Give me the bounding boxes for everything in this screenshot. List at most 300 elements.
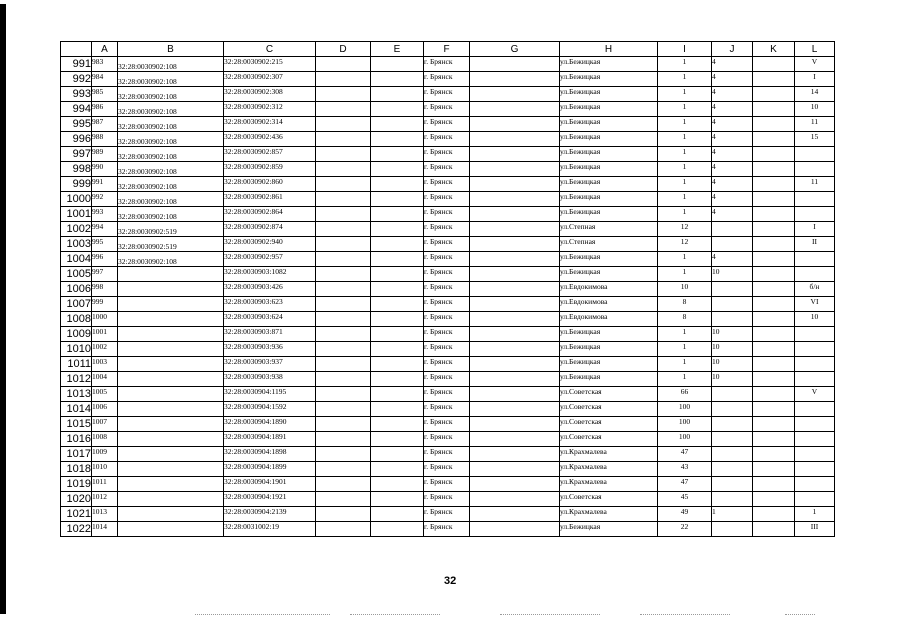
cell-f[interactable]: г. Брянск bbox=[424, 342, 470, 357]
cell-d[interactable] bbox=[316, 342, 371, 357]
cell-c[interactable]: 32:28:0030904:2139 bbox=[224, 507, 316, 522]
cell-e[interactable] bbox=[371, 252, 424, 267]
cell-e[interactable] bbox=[371, 357, 424, 372]
cell-h[interactable]: ул.Советская bbox=[560, 417, 658, 432]
row-number[interactable]: 1000 bbox=[61, 192, 92, 207]
cell-j[interactable]: 10 bbox=[712, 267, 753, 282]
cell-a[interactable]: 1009 bbox=[92, 447, 118, 462]
cell-d[interactable] bbox=[316, 132, 371, 147]
cell-c[interactable]: 32:28:0030902:308 bbox=[224, 87, 316, 102]
cell-b[interactable] bbox=[118, 417, 224, 432]
cell-a[interactable]: 991 bbox=[92, 177, 118, 192]
cell-g[interactable] bbox=[470, 117, 560, 132]
cell-b[interactable]: 32:28:0030902:519 bbox=[118, 237, 224, 252]
cell-g[interactable] bbox=[470, 72, 560, 87]
row-number[interactable]: 991 bbox=[61, 57, 92, 72]
cell-h[interactable]: ул.Бежицкая bbox=[560, 87, 658, 102]
cell-g[interactable] bbox=[470, 312, 560, 327]
row-number[interactable]: 999 bbox=[61, 177, 92, 192]
cell-e[interactable] bbox=[371, 372, 424, 387]
cell-i[interactable]: 100 bbox=[658, 432, 712, 447]
cell-a[interactable]: 990 bbox=[92, 162, 118, 177]
cell-i[interactable]: 1 bbox=[658, 87, 712, 102]
cell-l[interactable]: I bbox=[795, 222, 835, 237]
cell-a[interactable]: 1010 bbox=[92, 462, 118, 477]
cell-d[interactable] bbox=[316, 117, 371, 132]
cell-e[interactable] bbox=[371, 207, 424, 222]
cell-e[interactable] bbox=[371, 102, 424, 117]
cell-l[interactable] bbox=[795, 357, 835, 372]
row-number[interactable]: 1022 bbox=[61, 522, 92, 537]
cell-d[interactable] bbox=[316, 102, 371, 117]
cell-k[interactable] bbox=[753, 297, 795, 312]
cell-l[interactable] bbox=[795, 447, 835, 462]
cell-i[interactable]: 47 bbox=[658, 477, 712, 492]
cell-g[interactable] bbox=[470, 342, 560, 357]
cell-c[interactable]: 32:28:0030902:215 bbox=[224, 57, 316, 72]
cell-a[interactable]: 986 bbox=[92, 102, 118, 117]
cell-b[interactable] bbox=[118, 477, 224, 492]
cell-j[interactable]: 4 bbox=[712, 207, 753, 222]
row-number[interactable]: 1013 bbox=[61, 387, 92, 402]
cell-c[interactable]: 32:28:0030902:874 bbox=[224, 222, 316, 237]
cell-d[interactable] bbox=[316, 282, 371, 297]
row-number[interactable]: 1016 bbox=[61, 432, 92, 447]
cell-b[interactable] bbox=[118, 507, 224, 522]
column-header-e[interactable]: E bbox=[371, 42, 424, 57]
column-header-h[interactable]: H bbox=[560, 42, 658, 57]
cell-f[interactable]: г. Брянск bbox=[424, 132, 470, 147]
cell-j[interactable] bbox=[712, 312, 753, 327]
cell-e[interactable] bbox=[371, 267, 424, 282]
cell-a[interactable]: 987 bbox=[92, 117, 118, 132]
column-header-c[interactable]: C bbox=[224, 42, 316, 57]
cell-f[interactable]: г. Брянск bbox=[424, 387, 470, 402]
cell-l[interactable]: 15 bbox=[795, 132, 835, 147]
cell-h[interactable]: ул.Крахмалева bbox=[560, 507, 658, 522]
column-header-l[interactable]: L bbox=[795, 42, 835, 57]
cell-g[interactable] bbox=[470, 177, 560, 192]
cell-c[interactable]: 32:28:0030902:307 bbox=[224, 72, 316, 87]
cell-d[interactable] bbox=[316, 72, 371, 87]
cell-i[interactable]: 1 bbox=[658, 207, 712, 222]
cell-d[interactable] bbox=[316, 327, 371, 342]
cell-g[interactable] bbox=[470, 102, 560, 117]
cell-g[interactable] bbox=[470, 162, 560, 177]
column-header-k[interactable]: K bbox=[753, 42, 795, 57]
cell-a[interactable]: 1000 bbox=[92, 312, 118, 327]
cell-k[interactable] bbox=[753, 57, 795, 72]
cell-h[interactable]: ул.Бежицкая bbox=[560, 132, 658, 147]
cell-g[interactable] bbox=[470, 432, 560, 447]
cell-l[interactable] bbox=[795, 267, 835, 282]
cell-h[interactable]: ул.Крахмалева bbox=[560, 462, 658, 477]
cell-l[interactable] bbox=[795, 327, 835, 342]
cell-b[interactable]: 32:28:0030902:108 bbox=[118, 132, 224, 147]
cell-h[interactable]: ул.Евдокимова bbox=[560, 297, 658, 312]
cell-l[interactable]: б/н bbox=[795, 282, 835, 297]
cell-e[interactable] bbox=[371, 147, 424, 162]
cell-c[interactable]: 32:28:0030904:1901 bbox=[224, 477, 316, 492]
cell-a[interactable]: 1007 bbox=[92, 417, 118, 432]
cell-f[interactable]: г. Брянск bbox=[424, 462, 470, 477]
cell-b[interactable] bbox=[118, 462, 224, 477]
cell-k[interactable] bbox=[753, 282, 795, 297]
cell-j[interactable]: 1 bbox=[712, 507, 753, 522]
cell-l[interactable] bbox=[795, 192, 835, 207]
cell-f[interactable]: г. Брянск bbox=[424, 357, 470, 372]
cell-b[interactable]: 32:28:0030902:108 bbox=[118, 147, 224, 162]
cell-j[interactable]: 4 bbox=[712, 87, 753, 102]
cell-i[interactable]: 45 bbox=[658, 492, 712, 507]
cell-d[interactable] bbox=[316, 297, 371, 312]
cell-j[interactable] bbox=[712, 462, 753, 477]
cell-c[interactable]: 32:28:0030904:1899 bbox=[224, 462, 316, 477]
cell-a[interactable]: 1004 bbox=[92, 372, 118, 387]
cell-k[interactable] bbox=[753, 207, 795, 222]
cell-h[interactable]: ул.Бежицкая bbox=[560, 102, 658, 117]
cell-g[interactable] bbox=[470, 87, 560, 102]
cell-h[interactable]: ул.Бежицкая bbox=[560, 252, 658, 267]
row-number[interactable]: 995 bbox=[61, 117, 92, 132]
cell-k[interactable] bbox=[753, 177, 795, 192]
cell-h[interactable]: ул.Советская bbox=[560, 387, 658, 402]
cell-b[interactable] bbox=[118, 387, 224, 402]
cell-a[interactable]: 1006 bbox=[92, 402, 118, 417]
cell-d[interactable] bbox=[316, 522, 371, 537]
cell-f[interactable]: г. Брянск bbox=[424, 417, 470, 432]
cell-h[interactable]: ул.Евдокимова bbox=[560, 312, 658, 327]
cell-k[interactable] bbox=[753, 387, 795, 402]
cell-e[interactable] bbox=[371, 387, 424, 402]
cell-e[interactable] bbox=[371, 297, 424, 312]
cell-e[interactable] bbox=[371, 192, 424, 207]
row-number[interactable]: 1011 bbox=[61, 357, 92, 372]
cell-i[interactable]: 10 bbox=[658, 282, 712, 297]
column-header-i[interactable]: I bbox=[658, 42, 712, 57]
cell-h[interactable]: ул.Бежицкая bbox=[560, 522, 658, 537]
cell-k[interactable] bbox=[753, 402, 795, 417]
cell-i[interactable]: 8 bbox=[658, 297, 712, 312]
cell-k[interactable] bbox=[753, 252, 795, 267]
cell-d[interactable] bbox=[316, 507, 371, 522]
cell-l[interactable]: 10 bbox=[795, 102, 835, 117]
cell-f[interactable]: г. Брянск bbox=[424, 477, 470, 492]
cell-f[interactable]: г. Брянск bbox=[424, 327, 470, 342]
cell-h[interactable]: ул.Евдокимова bbox=[560, 282, 658, 297]
cell-i[interactable]: 100 bbox=[658, 417, 712, 432]
cell-j[interactable]: 10 bbox=[712, 357, 753, 372]
cell-j[interactable] bbox=[712, 447, 753, 462]
cell-d[interactable] bbox=[316, 417, 371, 432]
cell-d[interactable] bbox=[316, 57, 371, 72]
cell-c[interactable]: 32:28:0030904:1592 bbox=[224, 402, 316, 417]
cell-a[interactable]: 995 bbox=[92, 237, 118, 252]
column-header-j[interactable]: J bbox=[712, 42, 753, 57]
cell-f[interactable]: г. Брянск bbox=[424, 522, 470, 537]
row-number[interactable]: 1014 bbox=[61, 402, 92, 417]
cell-i[interactable]: 1 bbox=[658, 192, 712, 207]
cell-i[interactable]: 1 bbox=[658, 57, 712, 72]
row-number[interactable]: 1020 bbox=[61, 492, 92, 507]
cell-f[interactable]: г. Брянск bbox=[424, 192, 470, 207]
cell-c[interactable]: 32:28:0030902:857 bbox=[224, 147, 316, 162]
cell-j[interactable] bbox=[712, 492, 753, 507]
cell-i[interactable]: 1 bbox=[658, 252, 712, 267]
cell-b[interactable]: 32:28:0030902:519 bbox=[118, 222, 224, 237]
cell-f[interactable]: г. Брянск bbox=[424, 402, 470, 417]
cell-a[interactable]: 985 bbox=[92, 87, 118, 102]
row-number[interactable]: 1002 bbox=[61, 222, 92, 237]
cell-c[interactable]: 32:28:0030903:937 bbox=[224, 357, 316, 372]
cell-j[interactable]: 10 bbox=[712, 342, 753, 357]
cell-j[interactable] bbox=[712, 417, 753, 432]
cell-j[interactable]: 4 bbox=[712, 147, 753, 162]
cell-f[interactable]: г. Брянск bbox=[424, 267, 470, 282]
cell-c[interactable]: 32:28:0030904:1921 bbox=[224, 492, 316, 507]
row-number[interactable]: 1004 bbox=[61, 252, 92, 267]
cell-b[interactable]: 32:28:0030902:108 bbox=[118, 162, 224, 177]
cell-a[interactable]: 993 bbox=[92, 207, 118, 222]
cell-f[interactable]: г. Брянск bbox=[424, 57, 470, 72]
cell-h[interactable]: ул.Бежицкая bbox=[560, 117, 658, 132]
cell-h[interactable]: ул.Степная bbox=[560, 222, 658, 237]
cell-b[interactable] bbox=[118, 402, 224, 417]
cell-k[interactable] bbox=[753, 447, 795, 462]
cell-k[interactable] bbox=[753, 147, 795, 162]
cell-g[interactable] bbox=[470, 477, 560, 492]
cell-e[interactable] bbox=[371, 447, 424, 462]
cell-b[interactable] bbox=[118, 267, 224, 282]
cell-a[interactable]: 983 bbox=[92, 57, 118, 72]
cell-e[interactable] bbox=[371, 237, 424, 252]
cell-h[interactable]: ул.Бежицкая bbox=[560, 357, 658, 372]
column-header-a[interactable]: A bbox=[92, 42, 118, 57]
cell-b[interactable] bbox=[118, 327, 224, 342]
cell-f[interactable]: г. Брянск bbox=[424, 162, 470, 177]
cell-e[interactable] bbox=[371, 462, 424, 477]
cell-i[interactable]: 8 bbox=[658, 312, 712, 327]
cell-c[interactable]: 32:28:0030902:314 bbox=[224, 117, 316, 132]
cell-e[interactable] bbox=[371, 477, 424, 492]
cell-i[interactable]: 1 bbox=[658, 372, 712, 387]
cell-l[interactable]: I bbox=[795, 72, 835, 87]
row-number[interactable]: 997 bbox=[61, 147, 92, 162]
cell-l[interactable]: 11 bbox=[795, 177, 835, 192]
cell-e[interactable] bbox=[371, 177, 424, 192]
cell-c[interactable]: 32:28:0030902:312 bbox=[224, 102, 316, 117]
cell-h[interactable]: ул.Крахмалева bbox=[560, 477, 658, 492]
cell-c[interactable]: 32:28:0030902:859 bbox=[224, 162, 316, 177]
cell-j[interactable]: 4 bbox=[712, 102, 753, 117]
cell-f[interactable]: г. Брянск bbox=[424, 117, 470, 132]
row-number[interactable]: 993 bbox=[61, 87, 92, 102]
cell-f[interactable]: г. Брянск bbox=[424, 147, 470, 162]
cell-h[interactable]: ул.Бежицкая bbox=[560, 192, 658, 207]
row-number[interactable]: 1007 bbox=[61, 297, 92, 312]
cell-h[interactable]: ул.Советская bbox=[560, 492, 658, 507]
cell-a[interactable]: 997 bbox=[92, 267, 118, 282]
cell-f[interactable]: г. Брянск bbox=[424, 177, 470, 192]
cell-k[interactable] bbox=[753, 372, 795, 387]
cell-l[interactable] bbox=[795, 162, 835, 177]
row-number[interactable]: 1001 bbox=[61, 207, 92, 222]
cell-f[interactable]: г. Брянск bbox=[424, 87, 470, 102]
cell-e[interactable] bbox=[371, 342, 424, 357]
cell-f[interactable]: г. Брянск bbox=[424, 432, 470, 447]
cell-l[interactable] bbox=[795, 492, 835, 507]
cell-j[interactable]: 4 bbox=[712, 72, 753, 87]
cell-g[interactable] bbox=[470, 132, 560, 147]
cell-e[interactable] bbox=[371, 57, 424, 72]
cell-f[interactable]: г. Брянск bbox=[424, 72, 470, 87]
cell-k[interactable] bbox=[753, 417, 795, 432]
cell-i[interactable]: 1 bbox=[658, 72, 712, 87]
cell-j[interactable] bbox=[712, 282, 753, 297]
cell-l[interactable]: 1 bbox=[795, 507, 835, 522]
row-number[interactable]: 996 bbox=[61, 132, 92, 147]
cell-c[interactable]: 32:28:0030902:436 bbox=[224, 132, 316, 147]
cell-h[interactable]: ул.Советская bbox=[560, 402, 658, 417]
row-number[interactable]: 1003 bbox=[61, 237, 92, 252]
cell-j[interactable]: 4 bbox=[712, 162, 753, 177]
cell-a[interactable]: 988 bbox=[92, 132, 118, 147]
cell-d[interactable] bbox=[316, 192, 371, 207]
cell-c[interactable]: 32:28:0030904:1898 bbox=[224, 447, 316, 462]
cell-h[interactable]: ул.Советская bbox=[560, 432, 658, 447]
row-number[interactable]: 1010 bbox=[61, 342, 92, 357]
cell-l[interactable]: 10 bbox=[795, 312, 835, 327]
cell-k[interactable] bbox=[753, 222, 795, 237]
cell-g[interactable] bbox=[470, 507, 560, 522]
cell-b[interactable] bbox=[118, 432, 224, 447]
cell-k[interactable] bbox=[753, 132, 795, 147]
cell-i[interactable]: 22 bbox=[658, 522, 712, 537]
cell-l[interactable]: V bbox=[795, 387, 835, 402]
cell-d[interactable] bbox=[316, 267, 371, 282]
cell-j[interactable]: 4 bbox=[712, 117, 753, 132]
cell-c[interactable]: 32:28:0030903:938 bbox=[224, 372, 316, 387]
cell-g[interactable] bbox=[470, 462, 560, 477]
cell-a[interactable]: 1012 bbox=[92, 492, 118, 507]
cell-d[interactable] bbox=[316, 312, 371, 327]
cell-b[interactable] bbox=[118, 447, 224, 462]
cell-g[interactable] bbox=[470, 282, 560, 297]
cell-d[interactable] bbox=[316, 147, 371, 162]
row-number[interactable]: 1021 bbox=[61, 507, 92, 522]
cell-d[interactable] bbox=[316, 177, 371, 192]
cell-g[interactable] bbox=[470, 447, 560, 462]
cell-l[interactable] bbox=[795, 342, 835, 357]
cell-c[interactable]: 32:28:0030902:864 bbox=[224, 207, 316, 222]
cell-b[interactable]: 32:28:0030902:108 bbox=[118, 57, 224, 72]
cell-i[interactable]: 1 bbox=[658, 342, 712, 357]
cell-f[interactable]: г. Брянск bbox=[424, 297, 470, 312]
cell-k[interactable] bbox=[753, 432, 795, 447]
cell-l[interactable]: II bbox=[795, 237, 835, 252]
cell-b[interactable] bbox=[118, 312, 224, 327]
column-header-f[interactable]: F bbox=[424, 42, 470, 57]
cell-j[interactable]: 4 bbox=[712, 192, 753, 207]
cell-g[interactable] bbox=[470, 372, 560, 387]
cell-c[interactable]: 32:28:0030902:861 bbox=[224, 192, 316, 207]
cell-a[interactable]: 1001 bbox=[92, 327, 118, 342]
cell-f[interactable]: г. Брянск bbox=[424, 447, 470, 462]
cell-j[interactable] bbox=[712, 387, 753, 402]
cell-j[interactable]: 4 bbox=[712, 132, 753, 147]
cell-i[interactable]: 1 bbox=[658, 102, 712, 117]
cell-c[interactable]: 32:28:0030902:860 bbox=[224, 177, 316, 192]
cell-i[interactable]: 1 bbox=[658, 117, 712, 132]
cell-h[interactable]: ул.Бежицкая bbox=[560, 177, 658, 192]
cell-d[interactable] bbox=[316, 87, 371, 102]
cell-d[interactable] bbox=[316, 372, 371, 387]
cell-c[interactable]: 32:28:0030903:426 bbox=[224, 282, 316, 297]
cell-h[interactable]: ул.Бежицкая bbox=[560, 342, 658, 357]
cell-d[interactable] bbox=[316, 387, 371, 402]
cell-e[interactable] bbox=[371, 327, 424, 342]
cell-b[interactable] bbox=[118, 357, 224, 372]
cell-j[interactable]: 10 bbox=[712, 372, 753, 387]
cell-h[interactable]: ул.Бежицкая bbox=[560, 162, 658, 177]
cell-l[interactable] bbox=[795, 252, 835, 267]
row-number[interactable]: 1006 bbox=[61, 282, 92, 297]
cell-h[interactable]: ул.Бежицкая bbox=[560, 57, 658, 72]
cell-f[interactable]: г. Брянск bbox=[424, 312, 470, 327]
cell-a[interactable]: 994 bbox=[92, 222, 118, 237]
row-number[interactable]: 1015 bbox=[61, 417, 92, 432]
cell-i[interactable]: 100 bbox=[658, 402, 712, 417]
cell-i[interactable]: 1 bbox=[658, 177, 712, 192]
cell-d[interactable] bbox=[316, 432, 371, 447]
cell-k[interactable] bbox=[753, 507, 795, 522]
cell-e[interactable] bbox=[371, 72, 424, 87]
cell-b[interactable] bbox=[118, 297, 224, 312]
row-number[interactable]: 998 bbox=[61, 162, 92, 177]
cell-l[interactable] bbox=[795, 147, 835, 162]
row-number[interactable]: 1017 bbox=[61, 447, 92, 462]
cell-b[interactable] bbox=[118, 372, 224, 387]
cell-e[interactable] bbox=[371, 132, 424, 147]
cell-i[interactable]: 1 bbox=[658, 327, 712, 342]
cell-a[interactable]: 1013 bbox=[92, 507, 118, 522]
cell-g[interactable] bbox=[470, 237, 560, 252]
cell-d[interactable] bbox=[316, 462, 371, 477]
cell-g[interactable] bbox=[470, 387, 560, 402]
cell-g[interactable] bbox=[470, 402, 560, 417]
cell-k[interactable] bbox=[753, 327, 795, 342]
cell-k[interactable] bbox=[753, 87, 795, 102]
cell-f[interactable]: г. Брянск bbox=[424, 372, 470, 387]
cell-l[interactable]: VI bbox=[795, 297, 835, 312]
cell-k[interactable] bbox=[753, 267, 795, 282]
cell-e[interactable] bbox=[371, 522, 424, 537]
cell-h[interactable]: ул.Бежицкая bbox=[560, 207, 658, 222]
cell-f[interactable]: г. Брянск bbox=[424, 282, 470, 297]
cell-h[interactable]: ул.Бежицкая bbox=[560, 72, 658, 87]
cell-d[interactable] bbox=[316, 477, 371, 492]
cell-b[interactable]: 32:28:0030902:108 bbox=[118, 192, 224, 207]
cell-j[interactable] bbox=[712, 237, 753, 252]
cell-e[interactable] bbox=[371, 312, 424, 327]
cell-c[interactable]: 32:28:0030902:940 bbox=[224, 237, 316, 252]
cell-b[interactable] bbox=[118, 282, 224, 297]
cell-j[interactable]: 10 bbox=[712, 327, 753, 342]
row-number[interactable]: 992 bbox=[61, 72, 92, 87]
cell-b[interactable] bbox=[118, 342, 224, 357]
cell-i[interactable]: 49 bbox=[658, 507, 712, 522]
cell-e[interactable] bbox=[371, 117, 424, 132]
